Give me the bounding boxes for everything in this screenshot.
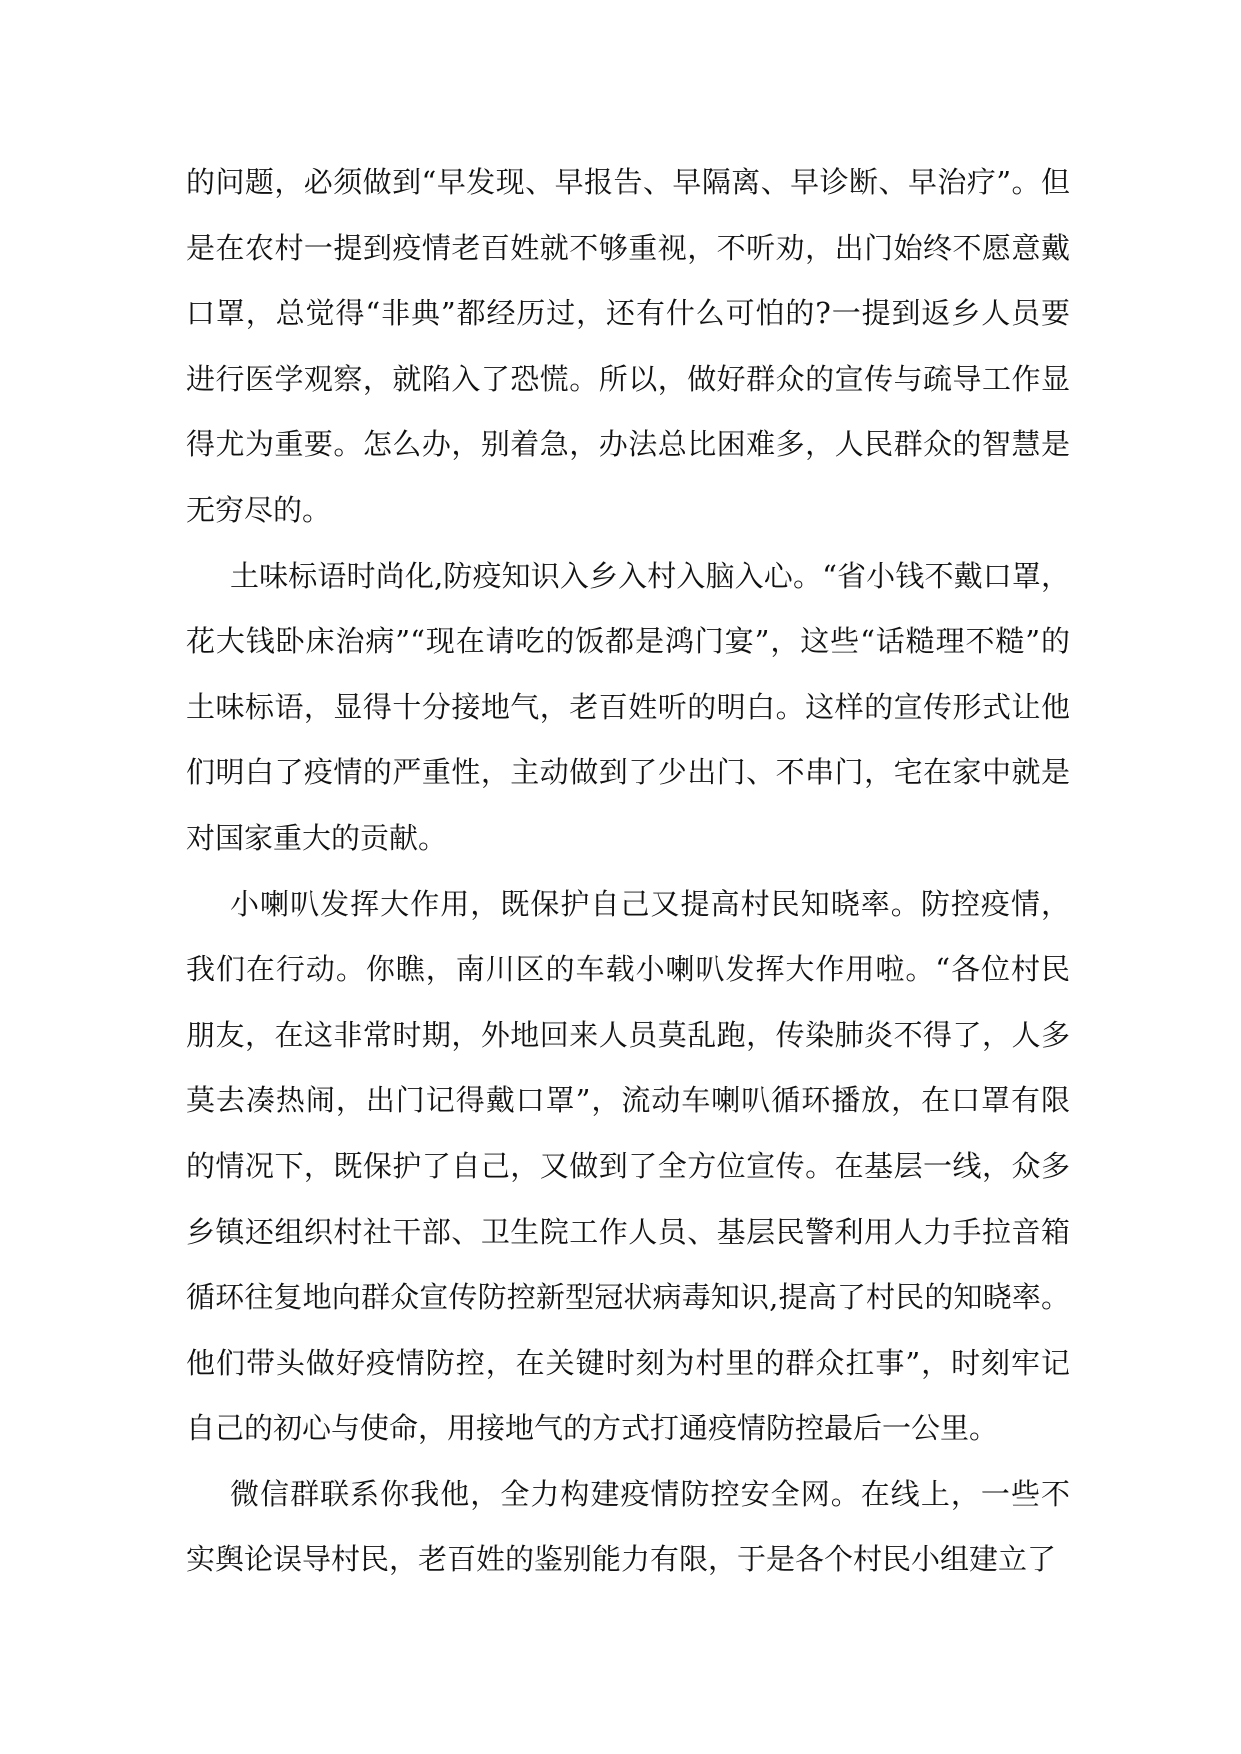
body-text — [186, 150, 1070, 1593]
paragraph-2: 土味标语时尚化,防疫知识入乡入村入脑入心。“省小钱不戴口罩，花大钱卧床治病”“现在请吃的饭都是鸿门宴”，这些“话糙理不糙”的土味标语，显得十分接地气，老百姓听的明白。这样的宣传形式让他们明白了疫情的严重性，主动做到了少出门、不串门，宅在家中就是对国家重大的贡献。 — [186, 558, 1070, 855]
paragraph-1: 的问题，必须做到“早发现、早报告、早隔离、早诊断、早治疗”。但是在农村一提到疫情老百姓就不够重视，不听劝，出门始终不愿意戴口罩，总觉得“非典”都经历过，还有什么可怕的?一提到返乡人员要进行医学观察，就陷入了恐慌。所以，做好群众的宣传与疏导工作显得尤为重要。怎么办，别着急，办法总比困难多，人民群众的智慧是无穷尽的。 — [186, 165, 1070, 527]
paragraph-4: 微信群联系你我他，全力构建疫情防控安全网。在线上，一些不实舆论误导村民，老百姓的鉴别能力有限，于是各个村民小组建立了 — [186, 1476, 1070, 1577]
paragraph-3: 小喇叭发挥大作用，既保护自己又提高村民知晓率。防控疫情，我们在行动。你瞧，南川区的车载小喇叭发挥大作用啦。“各位村民朋友，在这非常时期，外地回来人员莫乱跑，传染肺炎不得了，人多莫去凑热闹，出门记得戴口罩”，流动车喇叭循环播放，在口罩有限的情况下，既保护了自己，又做到了全方位宣传。在基层一线，众多乡镇还组织村社干部、卫生院工作人员、基层民警利用人力手拉音箱循环往复地向群众宣传防控新型冠状病毒知识,提高了村民的知晓率。他们带头做好疫情防控，在关键时刻为村里的群众扛事”，时刻牢记自己的初心与使命，用接地气的方式打通疫情防控最后一公里。 — [186, 886, 1070, 1446]
